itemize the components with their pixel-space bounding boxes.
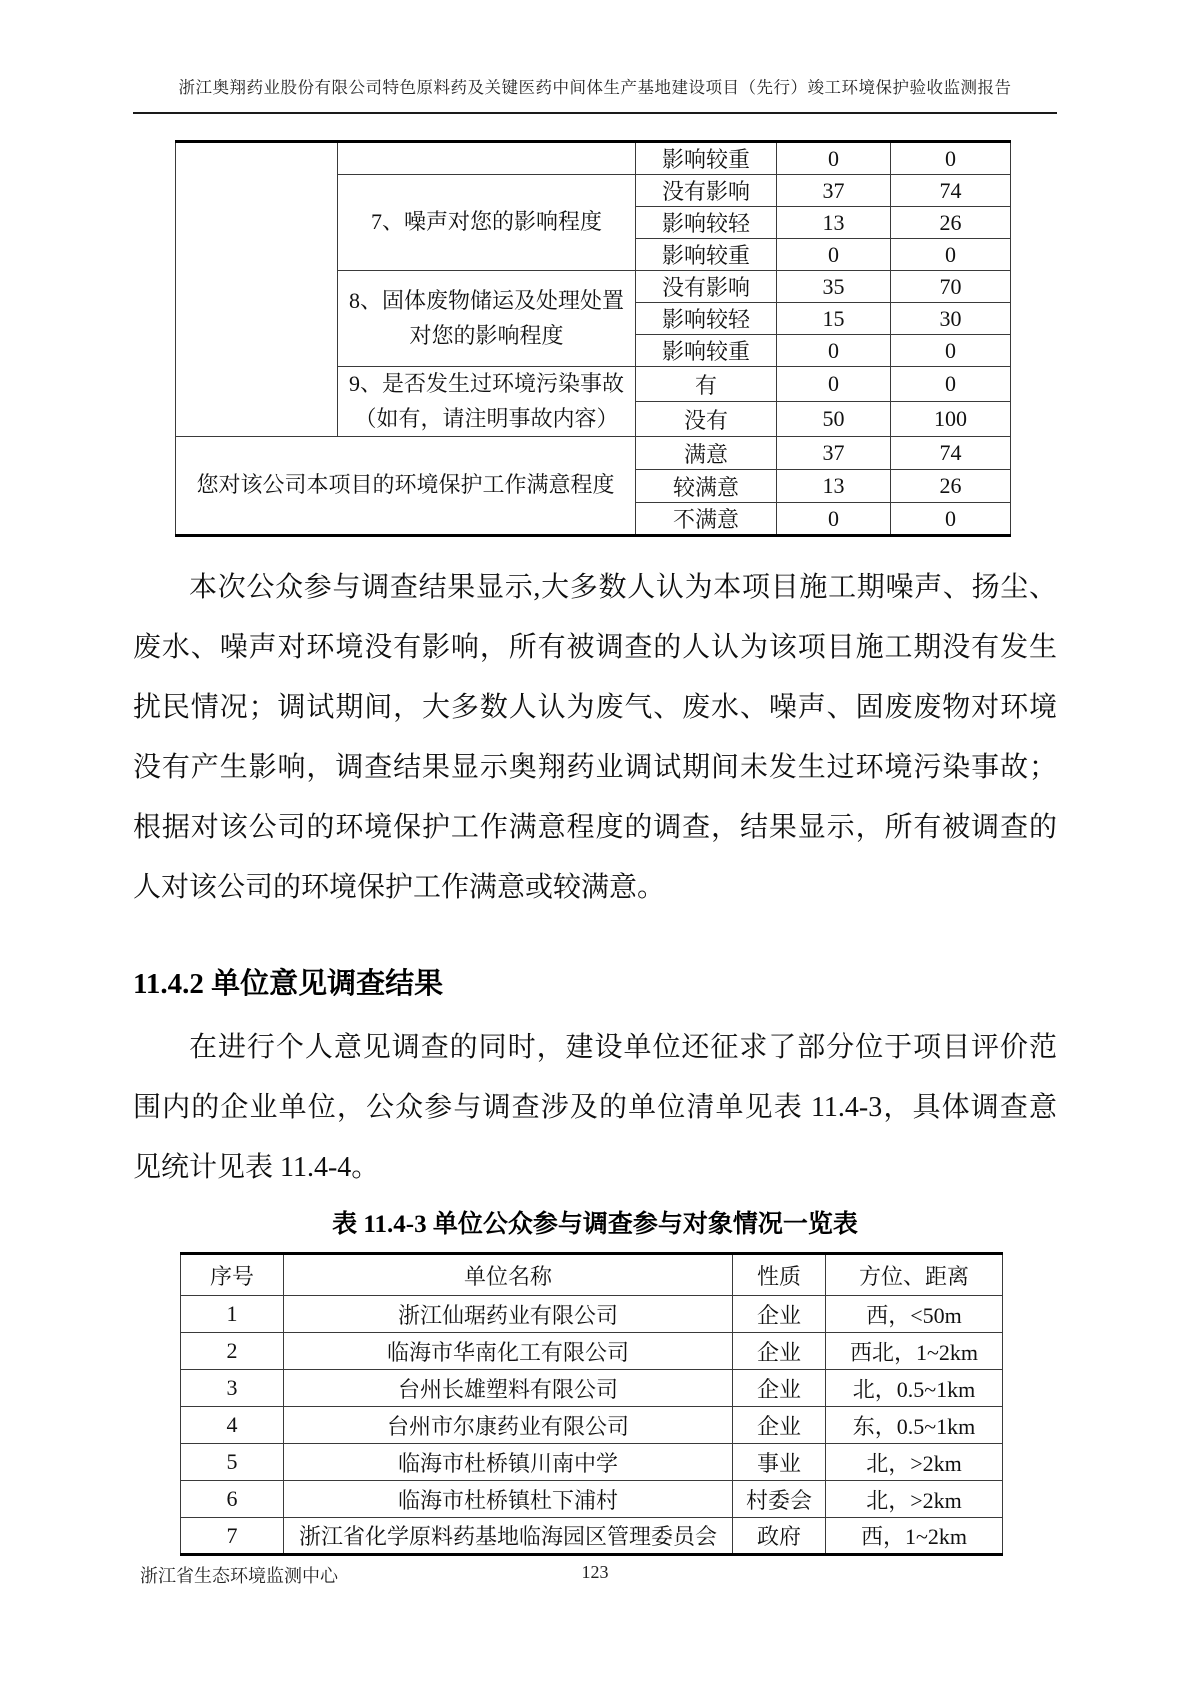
- option-cell: 没有: [636, 402, 777, 437]
- empty-left-cell: [176, 142, 338, 437]
- column-header: 单位名称: [284, 1254, 733, 1296]
- direction-distance-cell: 北，0.5~1km: [826, 1370, 1003, 1407]
- direction-distance-cell: 西北，1~2km: [826, 1333, 1003, 1370]
- percent-cell: 0: [891, 367, 1011, 402]
- percent-cell: 0: [891, 142, 1011, 175]
- nature-cell: 企业: [733, 1296, 826, 1333]
- table-row: [181, 1518, 1003, 1555]
- paragraph-survey-summary: [133, 558, 1057, 918]
- option-cell: 没有影响: [636, 271, 777, 303]
- percent-cell: 26: [891, 207, 1011, 239]
- nature-cell: 企业: [733, 1407, 826, 1444]
- unit-name-cell: 临海市杜桥镇川南中学: [284, 1444, 733, 1481]
- units-survey-table: [180, 1252, 1003, 1556]
- count-cell: 13: [777, 207, 891, 239]
- count-cell: 0: [777, 503, 891, 536]
- satisfaction-question-cell: 您对该公司本项目的环境保护工作满意程度: [176, 437, 636, 536]
- count-cell: 37: [777, 437, 891, 470]
- paragraph-line: 根据对该公司的环境保护工作满意程度的调查，结果显示，所有被调查的: [133, 812, 1057, 843]
- count-cell: 0: [777, 335, 891, 367]
- table-row: [181, 1481, 1003, 1518]
- option-cell: 影响较重: [636, 239, 777, 271]
- paragraph-line: 围内的企业单位，公众参与调查涉及的单位清单见表 11.4-3，具体调查意: [133, 1092, 1057, 1123]
- index-cell: 3: [181, 1370, 284, 1407]
- column-header: 性质: [733, 1254, 826, 1296]
- table-row: [181, 1333, 1003, 1370]
- table-row: [181, 1296, 1003, 1333]
- paragraph-line: 见统计见表 11.4-4。: [133, 1152, 380, 1183]
- option-cell: 影响较重: [636, 142, 777, 175]
- paragraph-unit-survey-intro: [133, 1018, 1057, 1198]
- percent-cell: 30: [891, 303, 1011, 335]
- paragraph-line: 人对该公司的环境保护工作满意或较满意。: [133, 872, 666, 903]
- percent-cell: 0: [891, 239, 1011, 271]
- count-cell: 0: [777, 142, 891, 175]
- table-row: [181, 1407, 1003, 1444]
- unit-name-cell: 台州市尔康药业有限公司: [284, 1407, 733, 1444]
- percent-cell: 26: [891, 470, 1011, 503]
- direction-distance-cell: 东，0.5~1km: [826, 1407, 1003, 1444]
- direction-distance-cell: 北，>2km: [826, 1444, 1003, 1481]
- paragraph-line: 本次公众参与调查结果显示,大多数人认为本项目施工期噪声、扬尘、: [189, 572, 1057, 603]
- count-cell: 0: [777, 367, 891, 402]
- percent-cell: 0: [891, 335, 1011, 367]
- paragraph-line: 没有产生影响，调查结果显示奥翔药业调试期间未发生过环境污染事故；: [133, 752, 1057, 783]
- option-cell: 满意: [636, 437, 777, 470]
- percent-cell: 74: [891, 437, 1011, 470]
- count-cell: 0: [777, 239, 891, 271]
- paragraph-line: 在进行个人意见调查的同时，建设单位还征求了部分位于项目评价范: [189, 1032, 1057, 1063]
- units-table-caption: 表 11.4-3 单位公众参与调查参与对象情况一览表: [332, 1211, 858, 1238]
- page-number: 123: [581, 1562, 609, 1582]
- paragraph-line: 扰民情况；调试期间，大多数人认为废气、废水、噪声、固废废物对环境: [133, 692, 1057, 723]
- nature-cell: 政府: [733, 1518, 826, 1555]
- percent-cell: 70: [891, 271, 1011, 303]
- table-row: [176, 142, 1011, 175]
- option-cell: 有: [636, 367, 777, 402]
- percent-cell: 0: [891, 503, 1011, 536]
- table-row: [181, 1370, 1003, 1407]
- index-cell: 4: [181, 1407, 284, 1444]
- unit-name-cell: 浙江仙琚药业有限公司: [284, 1296, 733, 1333]
- count-cell: 35: [777, 271, 891, 303]
- question-cell: [338, 142, 636, 175]
- direction-distance-cell: 西，1~2km: [826, 1518, 1003, 1555]
- document-header-title: 浙江奥翔药业股份有限公司特色原料药及关键医药中间体生产基地建设项目（先行）竣工环境保护验收监测报告: [133, 74, 1057, 114]
- option-cell: 较满意: [636, 470, 777, 503]
- option-cell: 影响较轻: [636, 207, 777, 239]
- index-cell: 7: [181, 1518, 284, 1555]
- percent-cell: 100: [891, 402, 1011, 437]
- index-cell: 1: [181, 1296, 284, 1333]
- public-survey-results-table: [175, 140, 1011, 537]
- question-cell: 9、是否发生过环境污染事故（如有，请注明事故内容）: [338, 367, 636, 437]
- index-cell: 6: [181, 1481, 284, 1518]
- table-header-row: [181, 1254, 1003, 1296]
- percent-cell: 74: [891, 175, 1011, 207]
- table-row: [176, 437, 1011, 470]
- direction-distance-cell: 北，>2km: [826, 1481, 1003, 1518]
- column-header: 方位、距离: [826, 1254, 1003, 1296]
- section-heading-11-4-2: 11.4.2 单位意见调查结果: [133, 968, 444, 1000]
- count-cell: 50: [777, 402, 891, 437]
- option-cell: 影响较轻: [636, 303, 777, 335]
- option-cell: 没有影响: [636, 175, 777, 207]
- direction-distance-cell: 西，<50m: [826, 1296, 1003, 1333]
- unit-name-cell: 临海市华南化工有限公司: [284, 1333, 733, 1370]
- count-cell: 13: [777, 470, 891, 503]
- unit-name-cell: 浙江省化学原料药基地临海园区管理委员会: [284, 1518, 733, 1555]
- index-cell: 5: [181, 1444, 284, 1481]
- nature-cell: 村委会: [733, 1481, 826, 1518]
- count-cell: 37: [777, 175, 891, 207]
- unit-name-cell: 临海市杜桥镇杜下浦村: [284, 1481, 733, 1518]
- option-cell: 不满意: [636, 503, 777, 536]
- question-cell: 8、固体废物储运及处理处置对您的影响程度: [338, 271, 636, 367]
- nature-cell: 事业: [733, 1444, 826, 1481]
- column-header: 序号: [181, 1254, 284, 1296]
- nature-cell: 企业: [733, 1370, 826, 1407]
- question-cell: 7、噪声对您的影响程度: [338, 175, 636, 271]
- paragraph-line: 废水、噪声对环境没有影响，所有被调查的人认为该项目施工期没有发生: [133, 632, 1057, 663]
- option-cell: 影响较重: [636, 335, 777, 367]
- unit-name-cell: 台州长雄塑料有限公司: [284, 1370, 733, 1407]
- table-row: [181, 1444, 1003, 1481]
- count-cell: 15: [777, 303, 891, 335]
- index-cell: 2: [181, 1333, 284, 1370]
- nature-cell: 企业: [733, 1333, 826, 1370]
- footer-organization: 浙江省生态环境监测中心: [140, 1566, 338, 1586]
